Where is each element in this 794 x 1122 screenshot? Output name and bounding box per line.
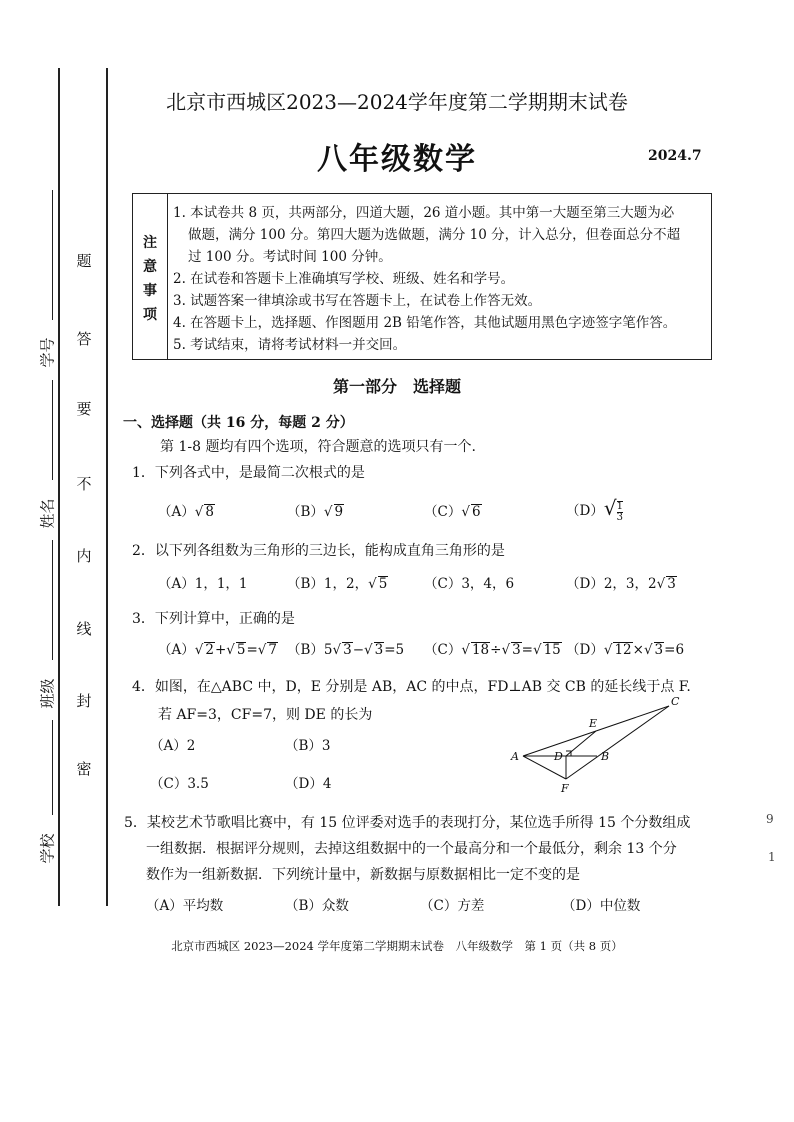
section-heading: 一、选择题（共 16 分，每题 2 分）	[123, 415, 354, 431]
margin-char-3: 要	[76, 400, 92, 418]
edge-mark-1: 9	[766, 812, 774, 826]
q1-option-b: （B）√ 9	[287, 504, 344, 520]
q5-option-b: （B）众数	[285, 898, 349, 914]
q2-option-b: （B）1，2，√ 5	[287, 576, 388, 592]
fig-label-f: F	[561, 782, 569, 795]
label-school: 学校	[38, 833, 57, 864]
q2-option-a: （A）1，1，1	[158, 576, 248, 592]
margin-char-8: 密	[76, 760, 92, 778]
margin-char-7: 封	[76, 692, 92, 710]
q4-option-b: （B）3	[285, 738, 331, 754]
q2-option-c: （C）3，4，6	[424, 576, 515, 592]
notice-item-1b: 做题，满分 100 分。第四大题为选做题，满分 10 分，计入总分，但卷面总分不超	[188, 227, 681, 243]
page-footer: 北京市西城区 2023—2024 学年度第二学期期末试卷 八年级数学 第 1 页（共 8 页）	[171, 939, 623, 953]
binding-line-outer	[58, 68, 60, 906]
notice-item-3: 3. 试题答案一律填涂或书写在答题卡上，在试卷上作答无效。	[173, 293, 542, 309]
q2-option-d: （D）2，3，2√ 3	[566, 576, 676, 592]
fig-label-a: A	[511, 750, 519, 763]
line-student-id	[52, 190, 53, 320]
margin-char-2: 答	[76, 330, 92, 348]
margin-char-1: 题	[76, 252, 92, 270]
q3-option-c: （C）√ 18÷√ 3=√ 15	[424, 642, 561, 658]
fig-label-c: C	[671, 696, 680, 708]
q5-option-a: （A）平均数	[146, 898, 224, 914]
q4-option-c: （C）3.5	[150, 776, 209, 792]
q3-option-d: （D）√ 12×√ 3=6	[566, 642, 685, 658]
exam-date: 2024.7	[648, 148, 702, 164]
margin-char-4: 不	[76, 475, 92, 493]
margin-char-5: 内	[76, 547, 92, 565]
exam-title: 北京市西城区2023—2024学年度第二学期期末试卷	[166, 90, 628, 114]
label-class: 班级	[38, 678, 57, 709]
q5-line2: 一组数据．根据评分规则，去掉这组数据中的一个最高分和一个最低分，剩余 13 个分	[146, 841, 677, 857]
q5-line1: 5．某校艺术节歌唱比赛中，有 15 位评委对选手的表现打分，某位选手所得 15 个分数组成	[124, 815, 691, 831]
line-school	[52, 720, 53, 815]
binding-line-inner	[106, 68, 108, 906]
label-student-id: 学号	[38, 337, 57, 368]
q1-stem: 1．下列各式中，是最简二次根式的是	[132, 465, 365, 481]
q4-stem-line2: 若 AF=3，CF=7，则 DE 的长为	[158, 707, 373, 723]
fig-label-e: E	[589, 717, 598, 730]
margin-char-6: 线	[76, 620, 92, 638]
section-instruction: 第 1-8 题均有四个选项，符合题意的选项只有一个.	[160, 439, 476, 455]
q1-option-d: （D）√ $\frac{1}{3}$	[566, 496, 623, 523]
q5-line3: 数作为一组新数据．下列统计量中，新数据与原数据相比一定不变的是	[146, 867, 580, 883]
fig-label-d: D	[554, 750, 563, 763]
notice-box	[132, 193, 712, 360]
notice-side	[133, 194, 168, 359]
q1-option-a: （A）√ 8	[158, 504, 214, 520]
q4-option-a: （A）2	[150, 738, 196, 754]
line-class	[52, 540, 53, 660]
notice-item-1c: 过 100 分。考试时间 100 分钟。	[188, 249, 392, 265]
q5-option-d: （D）中位数	[562, 898, 641, 914]
q4-stem-line1: 4．如图，在△ABC 中，D，E 分别是 AB，AC 的中点，FD⊥AB 交 CB 的延长线于点 F.	[132, 679, 691, 695]
q3-stem: 3．下列计算中，正确的是	[132, 611, 295, 627]
notice-char-3: 事	[143, 283, 157, 299]
notice-item-5: 5. 考试结束，请将考试材料一并交回。	[173, 337, 407, 353]
notice-char-1: 注	[143, 235, 157, 251]
notice-item-4: 4. 在答题卡上，选择题、作图题用 2B 铅笔作答，其他试题用黑色字迹签字笔作答。	[173, 315, 677, 331]
notice-item-2: 2. 在试卷和答题卡上准确填写学校、班级、姓名和学号。	[173, 271, 515, 287]
label-name: 姓名	[38, 498, 57, 529]
notice-item-1a: 1. 本试卷共 8 页，共两部分，四道大题，26 道小题。其中第一大题至第三大题为必	[173, 205, 675, 221]
q2-stem: 2．以下列各组数为三角形的三边长，能构成直角三角形的是	[132, 543, 505, 559]
fig-label-b: B	[601, 750, 610, 763]
q1-option-c: （C）√ 6	[424, 504, 481, 520]
q4-triangle-figure	[505, 696, 705, 802]
q3-option-a: （A）√ 2+√ 5=√ 7	[158, 642, 277, 658]
q5-option-c: （C）方差	[420, 898, 485, 914]
subject-title: 八年级数学	[317, 142, 477, 177]
q4-option-d: （D）4	[285, 776, 332, 792]
notice-char-2: 意	[143, 259, 157, 275]
edge-mark-2: 1	[768, 850, 776, 864]
part-title: 第一部分 选择题	[332, 377, 461, 396]
notice-char-4: 项	[143, 307, 157, 323]
q3-option-b: （B）5√ 3−√ 3=5	[287, 642, 405, 658]
